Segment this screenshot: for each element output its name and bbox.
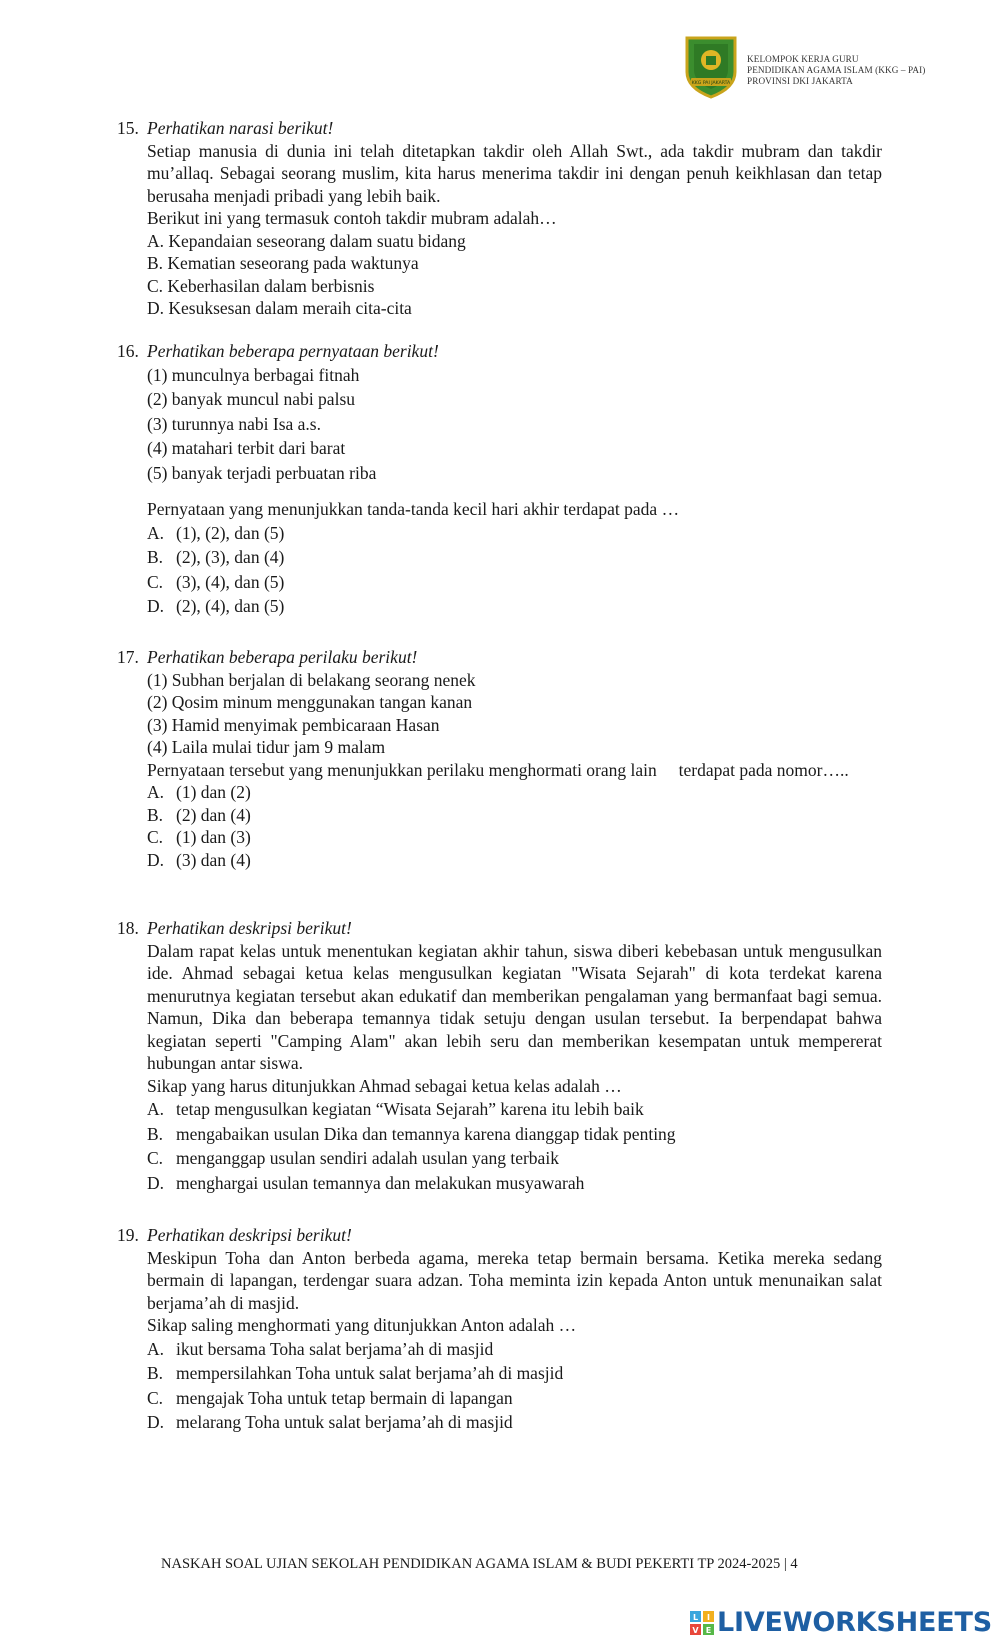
option-label: C. xyxy=(147,827,164,847)
option-text: menghargai usulan temannya dan melakukan musyawarah xyxy=(176,1172,585,1193)
option-label: D. xyxy=(147,1412,165,1432)
answer-option-d[interactable] xyxy=(147,594,882,619)
statement-item: (3) Hamid menyimak pembicaraan Hasan xyxy=(147,714,440,735)
svg-text:V: V xyxy=(692,1626,699,1635)
answer-option-d[interactable]: D. Kesuksesan dalam meraih cita-cita xyxy=(147,298,412,318)
brand-name: LIVEWORKSHEETS xyxy=(716,1607,992,1638)
header-line-1: KELOMPOK KERJA GURU xyxy=(747,54,859,64)
question-18 xyxy=(117,917,882,1195)
option-label: D. xyxy=(147,849,165,870)
svg-text:E: E xyxy=(705,1626,712,1635)
statement-item: (1) Subhan berjalan di belakang seorang nenek xyxy=(147,669,476,690)
answer-option-d[interactable] xyxy=(147,1171,882,1196)
option-text: (3) dan (4) xyxy=(176,849,251,870)
option-label: A. xyxy=(147,782,165,802)
answer-option-b[interactable] xyxy=(147,545,882,570)
option-label: B. xyxy=(147,547,164,567)
option-label: D. xyxy=(147,596,165,616)
document-header xyxy=(683,34,983,100)
option-text: mempersilahkan Toha untuk salat berjama’ah di masjid xyxy=(176,1363,564,1383)
answer-option-a[interactable] xyxy=(147,1337,882,1362)
option-text: melarang Toha untuk salat berjama’ah di masjid xyxy=(176,1412,513,1432)
answer-option-b[interactable] xyxy=(147,1361,882,1386)
option-text: (2), (4), dan (5) xyxy=(176,596,285,616)
footer-title: NASKAH SOAL UJIAN SEKOLAH PENDIDIKAN AGAMA ISLAM & BUDI PEKERTI TP 2024-2025 xyxy=(161,1556,781,1572)
question-narrative: Setiap manusia di dunia ini telah ditetapkan takdir oleh Allah Swt., ada takdir mubram dan takdir mu’allaq. Sebagai seorang muslim, kita harus menerima takdir ini dengan penuh keikhlasan dan tetap berusaha menjadi pribadi yang lebih baik. xyxy=(147,140,882,206)
answer-option-d[interactable] xyxy=(147,849,882,872)
answer-option-c[interactable] xyxy=(147,570,882,595)
option-text: menganggap usulan sendiri adalah usulan yang terbaik xyxy=(176,1148,559,1168)
answer-option-b[interactable] xyxy=(147,1122,882,1147)
logo-caption: KKG PAI JAKARTA xyxy=(691,81,731,86)
statement-item: (2) banyak muncul nabi palsu xyxy=(147,389,356,409)
question-narrative: Meskipun Toha dan Anton berbeda agama, mereka tetap bermain bersama. Ketika mereka sedang bermain di lapangan, terdengar suara adzan. Toha meminta izin kepada Anton untuk menunaikan salat berjama’ah di masjid. xyxy=(147,1247,882,1313)
question-17 xyxy=(117,646,882,871)
option-label: B. xyxy=(147,1123,164,1144)
question-prompt: Sikap saling menghormati yang ditunjukkan Anton adalah … xyxy=(147,1315,577,1335)
statement-item: (2) Qosim minum menggunakan tangan kanan xyxy=(147,692,473,712)
question-prompt: Berikut ini yang termasuk contoh takdir mubram adalah… xyxy=(147,208,557,228)
header-line-3: PROVINSI DKI JAKARTA xyxy=(747,76,853,86)
page-footer xyxy=(161,1553,798,1576)
kkg-pai-logo-icon xyxy=(683,34,739,100)
question-16 xyxy=(117,340,882,619)
option-text: tetap mengusulkan kegiatan “Wisata Sejarah” karena itu lebih baik xyxy=(176,1099,644,1119)
header-text xyxy=(747,54,925,87)
question-number: 15. xyxy=(117,118,139,138)
option-label: C. xyxy=(147,1148,164,1168)
option-text: mengabaikan usulan Dika dan temannya karena dianggap tidak penting xyxy=(176,1123,676,1144)
option-text: (3), (4), dan (5) xyxy=(176,571,285,592)
option-text: (1), (2), dan (5) xyxy=(176,522,285,543)
statement-item: (5) banyak terjadi perbuatan riba xyxy=(147,462,377,483)
question-19 xyxy=(117,1224,882,1435)
option-text: (1) dan (3) xyxy=(176,827,251,847)
answer-option-a[interactable] xyxy=(147,781,882,804)
option-label: A. xyxy=(147,1099,165,1119)
option-text: ikut bersama Toha salat berjama’ah di masjid xyxy=(176,1338,494,1359)
question-title: Perhatikan beberapa perilaku berikut! xyxy=(147,647,418,667)
question-title: Perhatikan beberapa pernyataan berikut! xyxy=(147,341,439,361)
question-title: Perhatikan narasi berikut! xyxy=(147,118,334,138)
answer-option-c[interactable]: C. Keberhasilan dalam berbisnis xyxy=(147,275,375,296)
option-text: (1) dan (2) xyxy=(176,782,251,802)
statement-item: (4) matahari terbit dari barat xyxy=(147,438,346,458)
question-title: Perhatikan deskripsi berikut! xyxy=(147,918,352,938)
svg-text:I: I xyxy=(706,1613,710,1622)
option-label: D. xyxy=(147,1172,165,1193)
svg-text:L: L xyxy=(692,1613,699,1622)
question-prompt: Sikap yang harus ditunjukkan Ahmad sebagai ketua kelas adalah … xyxy=(147,1075,622,1096)
answer-option-c[interactable] xyxy=(147,1146,882,1171)
answer-option-a[interactable]: A. Kepandaian seseorang dalam suatu bidang xyxy=(147,230,466,251)
question-prompt: Pernyataan yang menunjukkan tanda-tanda kecil hari akhir terdapat pada … xyxy=(147,499,680,519)
answer-option-b[interactable]: B. Kematian seseorang pada waktunya xyxy=(147,253,419,273)
question-number: 16. xyxy=(117,341,139,361)
statement-item: (4) Laila mulai tidur jam 9 malam xyxy=(147,737,386,757)
option-label: C. xyxy=(147,571,164,592)
page-number: | 4 xyxy=(783,1556,798,1572)
liveworksheets-logo-icon xyxy=(690,1611,714,1635)
answer-option-c[interactable] xyxy=(147,1386,882,1411)
header-line-2: PENDIDIKAN AGAMA ISLAM (KKG – PAI) xyxy=(747,65,926,75)
question-prompt: Pernyataan tersebut yang menunjukkan perilaku menghormati orang lain terdapat pada nomor….. xyxy=(147,759,849,780)
question-title: Perhatikan deskripsi berikut! xyxy=(147,1225,352,1245)
option-label: C. xyxy=(147,1387,164,1408)
question-number: 17. xyxy=(117,647,139,667)
answer-option-c[interactable] xyxy=(147,826,882,849)
option-label: B. xyxy=(147,1363,164,1383)
liveworksheets-brand[interactable] xyxy=(690,1608,992,1638)
option-label: B. xyxy=(147,804,164,825)
answer-option-a[interactable] xyxy=(147,521,882,546)
statement-item: (3) turunnya nabi Isa a.s. xyxy=(147,413,321,434)
answer-option-b[interactable] xyxy=(147,804,882,827)
statement-item: (1) munculnya berbagai fitnah xyxy=(147,364,360,385)
answer-option-d[interactable] xyxy=(147,1410,882,1435)
question-15 xyxy=(117,117,882,320)
option-text: mengajak Toha untuk tetap bermain di lapangan xyxy=(176,1387,513,1408)
option-label: A. xyxy=(147,1338,165,1359)
question-number: 18. xyxy=(117,918,139,938)
question-number: 19. xyxy=(117,1225,139,1245)
option-label: A. xyxy=(147,522,165,543)
option-text: (2) dan (4) xyxy=(176,804,251,825)
option-text: (2), (3), dan (4) xyxy=(176,547,285,567)
question-narrative: Dalam rapat kelas untuk menentukan kegiatan akhir tahun, siswa diberi kebebasan untuk mengusulkan ide. Ahmad sebagai ketua kelas mengusulkan kegiatan "Wisata Sejarah" di kota terdekat karena menurutnya kegiatan tersebut akan edukatif dan memberikan pengalaman yang bermanfaat bagi semua. Namun, Dika dan beberapa temannya tidak setuju dengan usulan tersebut. Ia berpendapat bahwa kegiatan seperti "Camping Alam" akan lebih seru dan memberikan kesempatan untuk mempererat hubungan antar siswa. xyxy=(147,940,882,1073)
answer-option-a[interactable] xyxy=(147,1097,882,1122)
